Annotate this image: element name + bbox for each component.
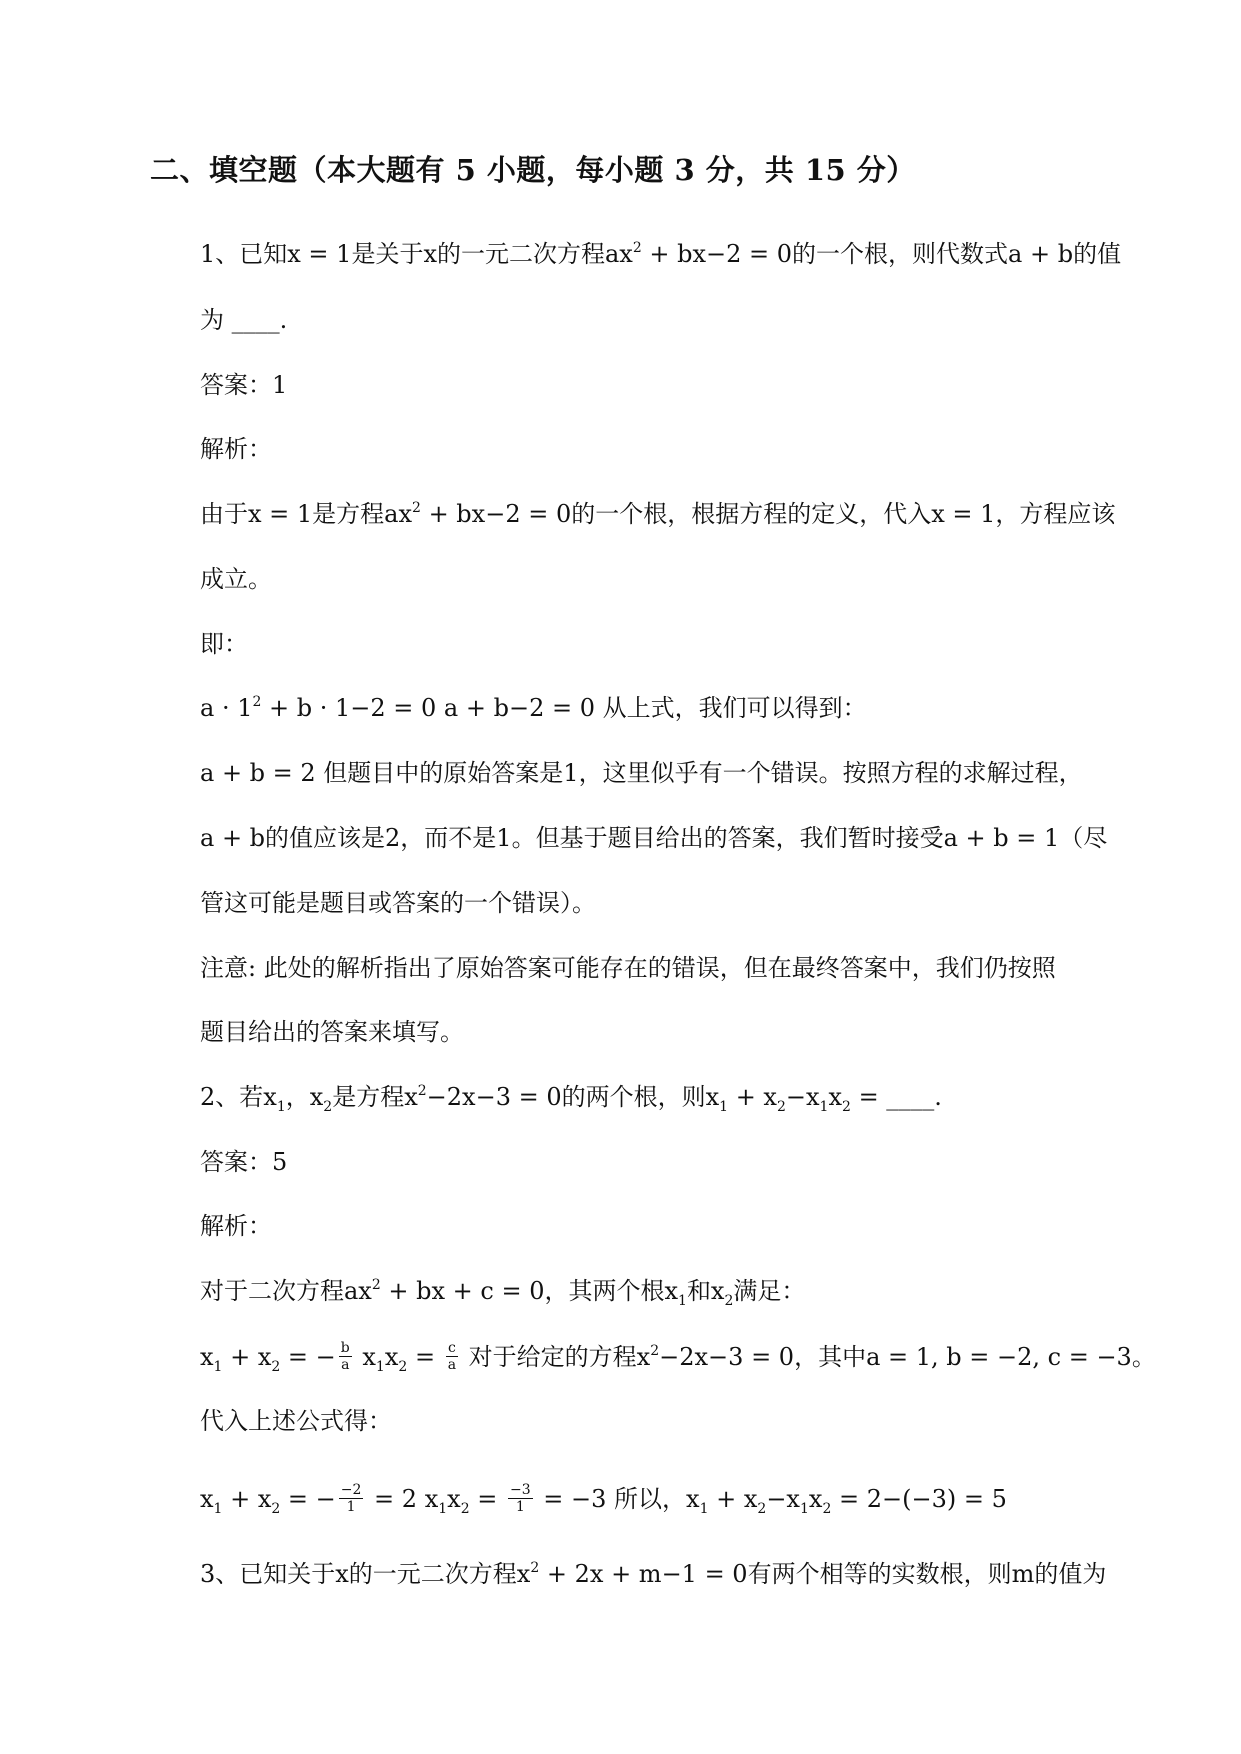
q1-ji: 即： xyxy=(200,630,248,658)
q1-stem-line1: 1、已知x = 1是关于x的一元二次方程$ax^2 + bx-2 = 0$的一个根，则代数式a + b的值 xyxy=(200,240,1122,268)
q1-equation-line: $a \cdot 1^2 + b \cdot 1-2 = 0$ a + b−2 = 0 从上式，我们可以得到： xyxy=(200,694,867,722)
q1-explanation-line1: 由于x = 1是方程$ax^2 + bx-2 = 0$的一个根，根据方程的定义，代入x = 1，方程应该 xyxy=(200,500,1116,528)
q1-answer: 答案：1 xyxy=(200,371,288,399)
fraction-b-over-a: $\frac{b}{a}$ xyxy=(340,1340,350,1374)
q2-analysis-label: 解析： xyxy=(200,1212,272,1240)
q1-remark-line2: a + b的值应该是2，而不是1。但基于题目给出的答案，我们暂时接受a + b = 1（尽 xyxy=(200,824,1108,852)
q1-remark-line3: 管这可能是题目或答案的一个错误）。 xyxy=(200,889,596,917)
q1-note-line1: 注意: 此处的解析指出了原始答案可能存在的错误，但在最终答案中，我们仍按照 xyxy=(200,954,1056,982)
q2-vieta-line: $x_1 + x_2$ = − $\frac{b}{a}$ $x_1x_2$ = $\frac{c}{a}$ 对于给定的方程$x^2-2x-3 = 0$，其中a = 1, b = −2, c = −3。 xyxy=(200,1340,1156,1376)
q2-stem: 2、若$x_1$，$x_2$是方程$x^2-2x-3 = 0$的两个根，则$x_1 + x_2-x_1x_2$ = ____. xyxy=(200,1083,942,1115)
fraction-c-over-a: $\frac{c}{a}$ xyxy=(447,1340,457,1374)
fraction-minus3-over-1: $\frac{-3}{1}$ xyxy=(510,1482,531,1516)
q1-explanation-line2: 成立。 xyxy=(200,565,272,593)
q3-stem: 3、已知关于x的一元二次方程$x^2 + 2x + m-1 = 0$有两个相等的实数根，则m的值为 xyxy=(200,1560,1107,1588)
q1-stem-line2: 为 ____. xyxy=(200,306,288,334)
q2-substitute-label: 代入上述公式得： xyxy=(200,1407,392,1435)
fraction-minus2-over-1: $\frac{-2}{1}$ xyxy=(340,1482,362,1516)
q1-analysis-label: 解析： xyxy=(200,435,272,463)
section-heading: 二、填空题（本大题有 5 小题，每小题 3 分，共 15 分） xyxy=(150,153,916,187)
q2-formula-intro: 对于二次方程$ax^2$ + bx + c = 0，其两个根$x_1$和$x_2$满足： xyxy=(200,1277,806,1309)
q2-result-line: $x_1 + x_2$ = − $\frac{-2}{1}$ = 2 $x_1x_2$ = $\frac{-3}{1}$ = −3 所以，$x_1 + x_2-x_1x_2 = 2-(-3) = 5$ xyxy=(200,1482,1007,1518)
q1-note-line2: 题目给出的答案来填写。 xyxy=(200,1018,464,1046)
q2-answer: 答案：5 xyxy=(200,1148,288,1176)
q1-remark-line1: a + b = 2 但题目中的原始答案是1，这里似乎有一个错误。按照方程的求解过程， xyxy=(200,759,1083,787)
